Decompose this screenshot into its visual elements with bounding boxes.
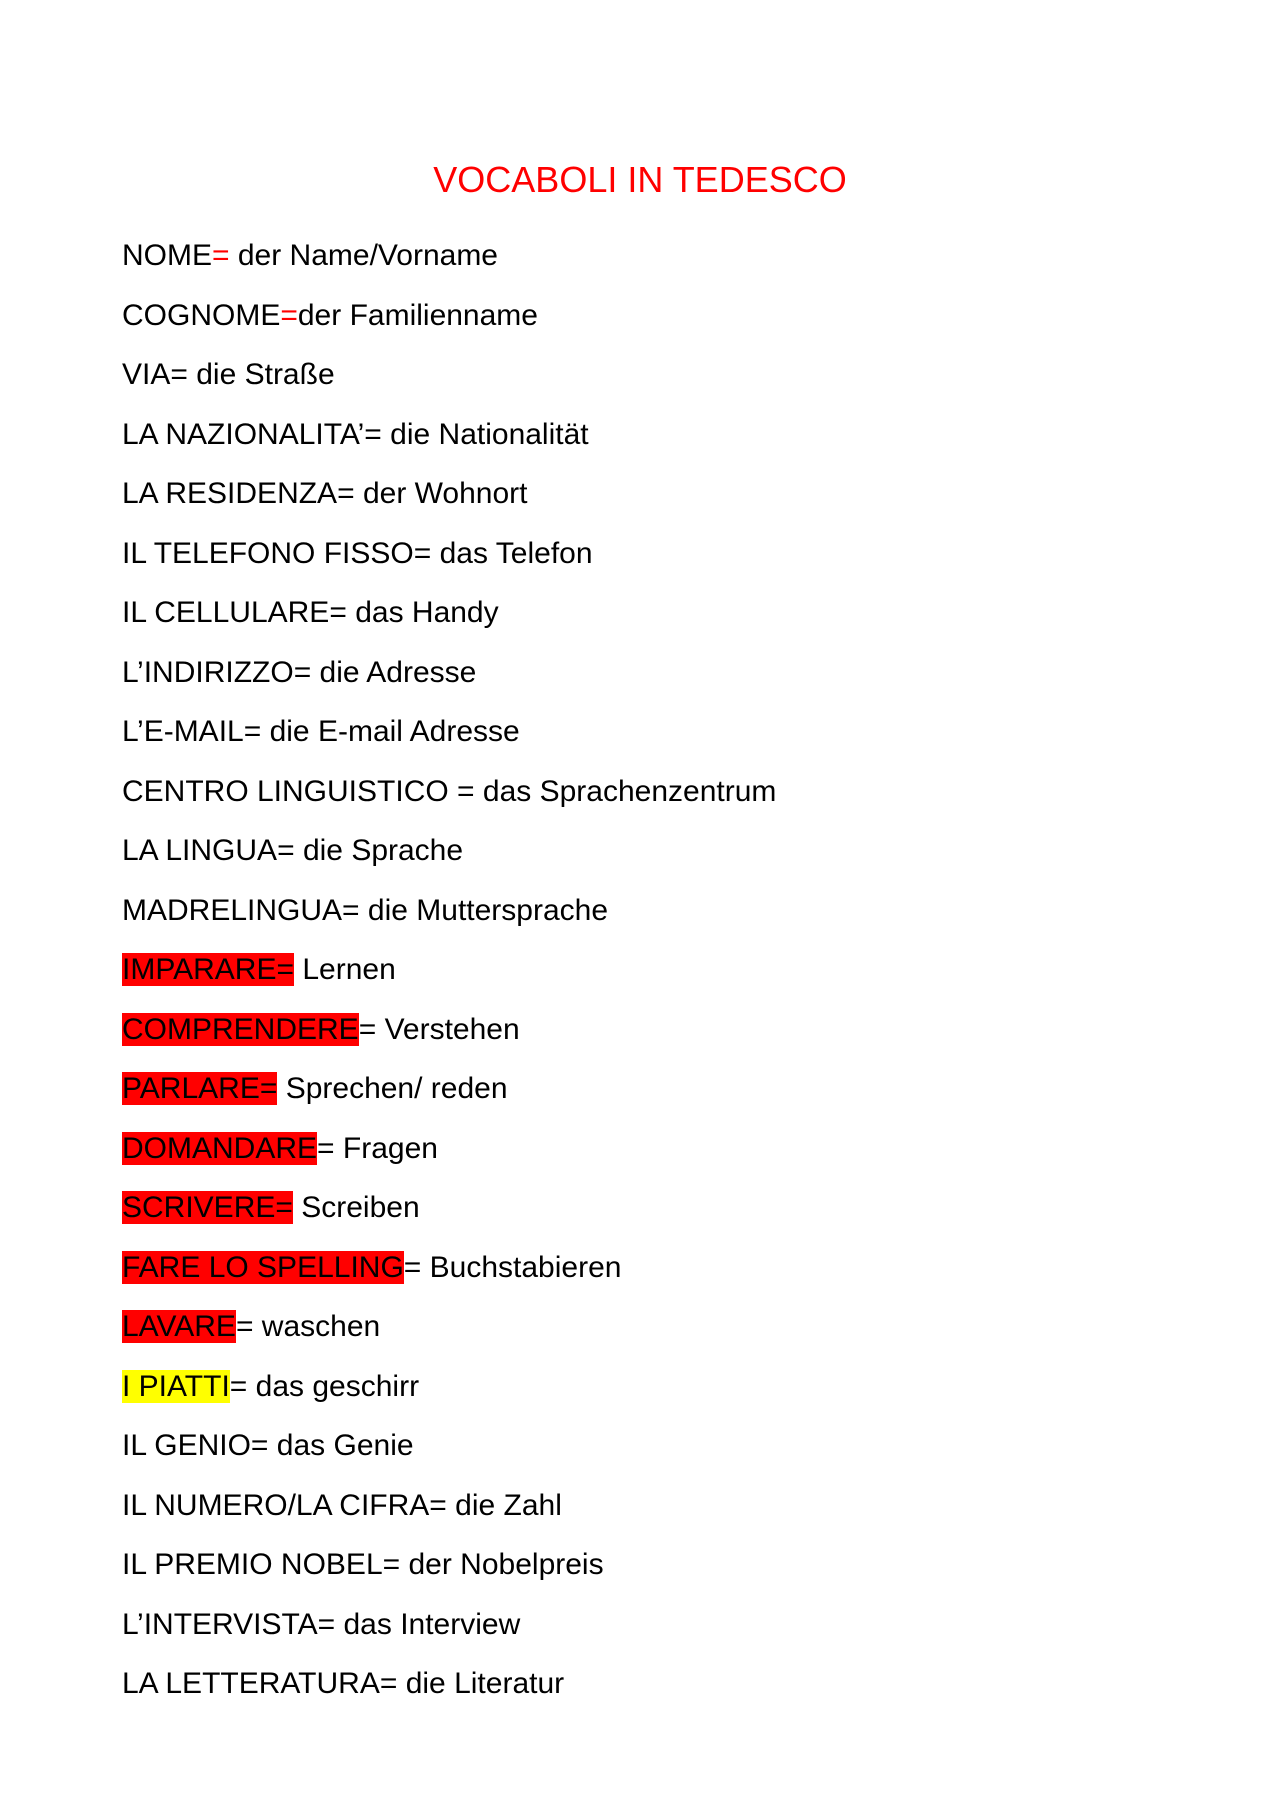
italian-term: NOME xyxy=(122,239,212,272)
equals-sign: = xyxy=(317,1607,336,1641)
vocabulary-entry xyxy=(122,583,776,643)
equals-sign: = xyxy=(457,774,475,808)
german-translation: das Telefon xyxy=(431,536,593,570)
equals-sign: = xyxy=(379,1667,398,1700)
red-highlight xyxy=(122,1191,293,1224)
italian-term: COMPRENDERE xyxy=(122,1012,359,1046)
equals-sign: = xyxy=(413,536,432,570)
vocabulary-entry xyxy=(122,226,776,286)
vocabulary-entry xyxy=(122,1535,776,1595)
vocabulary-entry xyxy=(122,1000,776,1060)
vocabulary-entry xyxy=(122,821,776,881)
equals-sign: = xyxy=(275,1191,293,1224)
german-translation: die Zahl xyxy=(446,1488,562,1522)
german-translation: das Genie xyxy=(268,1429,414,1462)
vocabulary-entry xyxy=(122,1119,776,1179)
german-translation: die Literatur xyxy=(397,1667,565,1700)
equals-sign: = xyxy=(170,358,188,391)
italian-term: CENTRO LINGUISTICO xyxy=(122,774,458,808)
german-translation: das geschirr xyxy=(247,1369,420,1403)
german-translation: das Interview xyxy=(335,1607,521,1641)
vocabulary-entry xyxy=(122,643,776,703)
equals-sign: = xyxy=(382,1548,401,1581)
equals-sign: = xyxy=(235,1310,254,1343)
red-highlight xyxy=(122,1072,277,1105)
equals-sign: = xyxy=(342,893,360,927)
italian-term: FARE LO SPELLING xyxy=(122,1250,404,1284)
german-translation: der Familienname xyxy=(297,298,538,332)
equals-sign: = xyxy=(429,1488,447,1522)
vocabulary-entry xyxy=(122,881,776,941)
equals-sign: = xyxy=(358,1012,377,1046)
german-translation: der Nobelpreis xyxy=(400,1548,604,1581)
equals-sign: = xyxy=(243,715,262,748)
vocabulary-entry xyxy=(122,405,776,465)
german-translation: Verstehen xyxy=(376,1012,520,1046)
german-translation: Sprechen/ reden xyxy=(277,1072,508,1105)
german-translation: der Name/Vorname xyxy=(229,239,498,272)
vocabulary-entry xyxy=(122,1178,776,1238)
italian-term: COGNOME xyxy=(122,298,281,332)
italian-term: LA LINGUA xyxy=(122,834,278,867)
equals-sign: = xyxy=(337,477,355,510)
equals-sign: = xyxy=(276,953,294,986)
vocabulary-entry xyxy=(122,762,776,822)
german-translation: die Straße xyxy=(187,358,335,391)
vocabulary-entry xyxy=(122,702,776,762)
equals-sign: = xyxy=(212,239,230,272)
german-translation: Fragen xyxy=(334,1131,438,1165)
italian-term: IL PREMIO NOBEL xyxy=(122,1548,383,1581)
equals-sign: = xyxy=(364,417,382,451)
vocabulary-entry xyxy=(122,345,776,405)
italian-term: DOMANDARE xyxy=(122,1131,318,1165)
italian-term: IMPARARE xyxy=(122,953,277,986)
german-translation: Lernen xyxy=(294,953,396,986)
italian-term: LA LETTERATURA xyxy=(122,1667,380,1700)
italian-term: PARLARE xyxy=(122,1072,260,1105)
vocabulary-list xyxy=(122,226,776,1714)
german-translation: die Adresse xyxy=(311,655,477,689)
german-translation: Screiben xyxy=(292,1191,420,1224)
german-translation: der Wohnort xyxy=(354,477,528,510)
equals-sign: = xyxy=(229,1369,248,1403)
vocabulary-entry xyxy=(122,1476,776,1536)
italian-term: IL GENIO xyxy=(122,1429,251,1462)
vocabulary-entry xyxy=(122,1297,776,1357)
equals-sign: = xyxy=(403,1250,422,1284)
german-translation: die Muttersprache xyxy=(359,893,609,927)
italian-term: LA RESIDENZA xyxy=(122,477,338,510)
equals-sign: = xyxy=(280,298,298,332)
italian-term: L’INTERVISTA xyxy=(122,1607,318,1641)
vocabulary-entry xyxy=(122,1595,776,1655)
italian-term: IL CELLULARE xyxy=(122,596,330,629)
vocabulary-entry xyxy=(122,940,776,1000)
italian-term: IL NUMERO/LA CIFRA xyxy=(122,1488,430,1522)
german-translation: die Sprache xyxy=(294,834,464,867)
german-translation: Buchstabieren xyxy=(421,1250,622,1284)
vocabulary-entry xyxy=(122,1416,776,1476)
italian-term: IL TELEFONO FISSO xyxy=(122,536,414,570)
italian-term: VIA xyxy=(122,358,171,391)
vocabulary-entry xyxy=(122,286,776,346)
italian-term: LAVARE xyxy=(122,1310,236,1343)
equals-sign: = xyxy=(317,1131,335,1165)
equals-sign: = xyxy=(250,1429,269,1462)
german-translation: das Handy xyxy=(346,596,499,629)
vocabulary-entry xyxy=(122,1238,776,1298)
italian-term: L’E-MAIL xyxy=(122,715,244,748)
german-translation: die E-mail Adresse xyxy=(261,715,520,748)
vocabulary-entry xyxy=(122,464,776,524)
italian-term: MADRELINGUA xyxy=(122,893,343,927)
german-translation: das Sprachenzentrum xyxy=(474,774,777,808)
german-translation: waschen xyxy=(253,1310,381,1343)
equals-sign: = xyxy=(259,1072,278,1105)
vocabulary-entry xyxy=(122,1654,776,1714)
vocabulary-entry xyxy=(122,1357,776,1417)
italian-term: I PIATTI xyxy=(122,1369,230,1403)
italian-term: L’INDIRIZZO xyxy=(122,655,294,689)
italian-term: LA NAZIONALITA’ xyxy=(122,417,365,451)
red-highlight xyxy=(122,953,294,986)
equals-sign: = xyxy=(293,655,312,689)
equals-sign: = xyxy=(329,596,347,629)
german-translation: die Nationalität xyxy=(381,417,589,451)
page-title: VOCABOLI IN TEDESCO xyxy=(433,159,847,200)
vocabulary-entry xyxy=(122,524,776,584)
equals-sign: = xyxy=(277,834,295,867)
vocabulary-entry xyxy=(122,1059,776,1119)
italian-term: SCRIVERE xyxy=(122,1191,276,1224)
